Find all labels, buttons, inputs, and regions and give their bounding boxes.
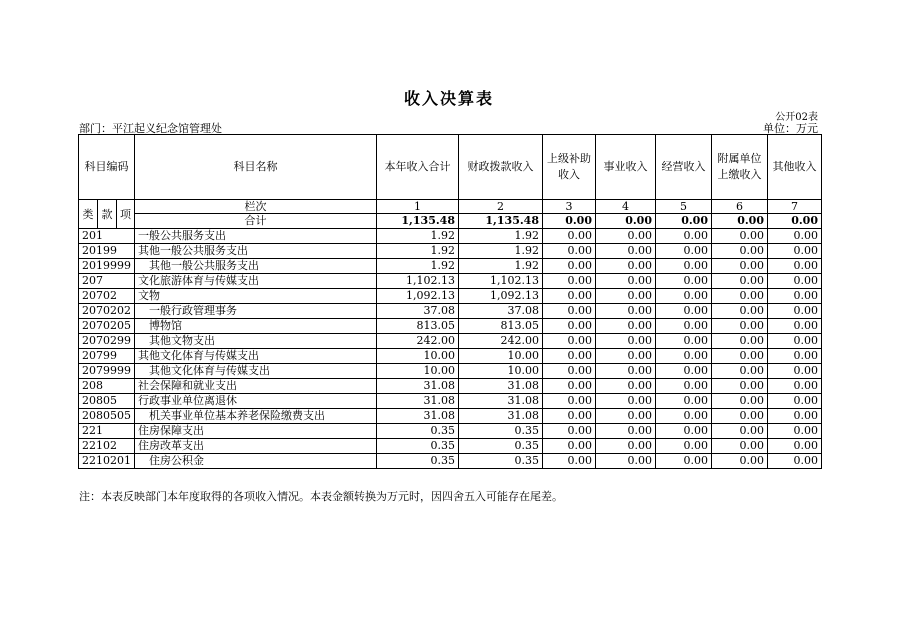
cell-value: 0.00 <box>768 379 822 394</box>
form-number: 公开02表 <box>775 112 818 123</box>
cell-value: 0.35 <box>377 439 459 454</box>
footnote: 注：本表反映部门本年度取得的各项收入情况。本表金额转换为万元时，因四舍五入可能存在尾差。 <box>79 490 563 503</box>
cell-value: 0.00 <box>712 319 768 334</box>
subject-name: 一般公共服务支出 <box>135 229 377 244</box>
header-kuan: 款 <box>98 200 117 229</box>
column-number: 2 <box>459 200 543 214</box>
cell-value: 0.00 <box>768 274 822 289</box>
cell-value: 1.92 <box>459 229 543 244</box>
subject-code: 201 <box>79 229 135 244</box>
cell-value: 0.00 <box>656 289 712 304</box>
header-col-2: 财政拨款收入 <box>459 135 543 200</box>
cell-value: 0.00 <box>768 259 822 274</box>
subject-name: 机关事业单位基本养老保险缴费支出 <box>135 409 377 424</box>
column-number: 6 <box>712 200 768 214</box>
subject-name: 文物 <box>135 289 377 304</box>
subject-code: 2079999 <box>79 364 135 379</box>
cell-value: 1,102.13 <box>377 274 459 289</box>
subject-name: 行政事业单位离退休 <box>135 394 377 409</box>
cell-value: 1,102.13 <box>459 274 543 289</box>
cell-value: 0.00 <box>712 379 768 394</box>
subject-code: 20805 <box>79 394 135 409</box>
cell-value: 0.00 <box>543 319 596 334</box>
cell-value: 0.00 <box>543 364 596 379</box>
cell-value: 0.00 <box>596 349 656 364</box>
table-row <box>79 229 822 244</box>
cell-value: 0.00 <box>543 454 596 469</box>
cell-value: 242.00 <box>459 334 543 349</box>
subject-code: 2210201 <box>79 454 135 469</box>
subject-code: 207 <box>79 274 135 289</box>
cell-value: 0.00 <box>712 349 768 364</box>
cell-value: 1,092.13 <box>459 289 543 304</box>
cell-value: 0.00 <box>656 334 712 349</box>
column-number: 7 <box>768 200 822 214</box>
cell-value: 0.00 <box>712 439 768 454</box>
cell-value: 0.00 <box>768 334 822 349</box>
cell-value: 0.00 <box>596 289 656 304</box>
table-row <box>79 454 822 469</box>
cell-value: 0.00 <box>596 259 656 274</box>
subject-name: 其他文化体育与传媒支出 <box>135 364 377 379</box>
column-number: 5 <box>656 200 712 214</box>
cell-value: 0.00 <box>543 259 596 274</box>
cell-value: 31.08 <box>377 394 459 409</box>
cell-value: 0.00 <box>768 244 822 259</box>
cell-value: 0.00 <box>712 394 768 409</box>
table-row <box>79 289 822 304</box>
total-value: 0.00 <box>712 214 768 229</box>
subject-code: 208 <box>79 379 135 394</box>
cell-value: 0.00 <box>712 274 768 289</box>
column-number-row <box>79 200 822 214</box>
table-row <box>79 334 822 349</box>
cell-value: 0.00 <box>712 259 768 274</box>
cell-value: 0.00 <box>543 379 596 394</box>
cell-value: 31.08 <box>377 379 459 394</box>
cell-value: 0.35 <box>459 439 543 454</box>
column-number: 4 <box>596 200 656 214</box>
cell-value: 0.00 <box>656 244 712 259</box>
table-row <box>79 259 822 274</box>
cell-value: 0.00 <box>596 439 656 454</box>
cell-value: 0.00 <box>768 454 822 469</box>
cell-value: 0.00 <box>656 259 712 274</box>
cell-value: 10.00 <box>377 364 459 379</box>
table-row <box>79 364 822 379</box>
table-row <box>79 304 822 319</box>
cell-value: 10.00 <box>459 364 543 379</box>
cell-value: 0.00 <box>596 424 656 439</box>
cell-value: 0.00 <box>712 304 768 319</box>
header-col-5: 经营收入 <box>656 135 712 200</box>
cell-value: 0.00 <box>596 409 656 424</box>
cell-value: 0.00 <box>656 349 712 364</box>
cell-value: 0.00 <box>543 304 596 319</box>
cell-value: 0.00 <box>596 379 656 394</box>
cell-value: 0.00 <box>768 319 822 334</box>
cell-value: 1.92 <box>377 244 459 259</box>
subject-name: 其他一般公共服务支出 <box>135 244 377 259</box>
cell-value: 0.00 <box>768 289 822 304</box>
table-row <box>79 244 822 259</box>
cell-value: 0.00 <box>596 304 656 319</box>
cell-value: 0.00 <box>768 424 822 439</box>
cell-value: 0.00 <box>656 364 712 379</box>
cell-value: 0.00 <box>543 424 596 439</box>
subject-name: 博物馆 <box>135 319 377 334</box>
cell-value: 0.00 <box>656 379 712 394</box>
page-title: 收入决算表 <box>403 89 494 108</box>
subject-name: 住房保障支出 <box>135 424 377 439</box>
header-row <box>79 135 822 200</box>
subject-code: 22102 <box>79 439 135 454</box>
cell-value: 0.35 <box>377 424 459 439</box>
subject-name: 住房公积金 <box>135 454 377 469</box>
cell-value: 0.00 <box>656 409 712 424</box>
cell-value: 0.00 <box>543 244 596 259</box>
cell-value: 37.08 <box>377 304 459 319</box>
cell-value: 813.05 <box>459 319 543 334</box>
total-value: 1,135.48 <box>377 214 459 229</box>
cell-value: 0.00 <box>596 274 656 289</box>
cell-value: 0.00 <box>543 274 596 289</box>
cell-value: 0.00 <box>768 394 822 409</box>
cell-value: 0.00 <box>596 319 656 334</box>
cell-value: 31.08 <box>377 409 459 424</box>
table-row <box>79 394 822 409</box>
cell-value: 1.92 <box>377 259 459 274</box>
total-value: 1,135.48 <box>459 214 543 229</box>
cell-value: 0.00 <box>712 289 768 304</box>
cell-value: 0.35 <box>459 424 543 439</box>
header-name: 科目名称 <box>135 135 377 200</box>
subject-name: 一般行政管理事务 <box>135 304 377 319</box>
cell-value: 31.08 <box>459 409 543 424</box>
cell-value: 0.00 <box>656 319 712 334</box>
subject-code: 20799 <box>79 349 135 364</box>
cell-value: 0.00 <box>543 334 596 349</box>
cell-value: 1.92 <box>459 244 543 259</box>
table-row <box>79 379 822 394</box>
total-value: 0.00 <box>768 214 822 229</box>
cell-value: 0.00 <box>543 289 596 304</box>
cell-value: 10.00 <box>377 349 459 364</box>
subject-name: 其他文化体育与传媒支出 <box>135 349 377 364</box>
department-label: 部门：平江起义纪念馆管理处 <box>79 122 222 135</box>
cell-value: 0.00 <box>712 229 768 244</box>
cell-value: 0.00 <box>768 439 822 454</box>
header-code: 科目编码 <box>79 135 135 200</box>
subject-code: 20702 <box>79 289 135 304</box>
subject-code: 2070205 <box>79 319 135 334</box>
cell-value: 37.08 <box>459 304 543 319</box>
header-xiang: 项 <box>117 200 135 229</box>
cell-value: 0.00 <box>656 424 712 439</box>
cell-value: 0.00 <box>712 409 768 424</box>
cell-value: 0.00 <box>543 409 596 424</box>
cell-value: 0.00 <box>712 424 768 439</box>
cell-value: 0.00 <box>543 349 596 364</box>
cell-value: 31.08 <box>459 379 543 394</box>
table-row <box>79 424 822 439</box>
column-number-label: 栏次 <box>135 200 377 214</box>
cell-value: 0.35 <box>459 454 543 469</box>
cell-value: 0.00 <box>596 394 656 409</box>
cell-value: 0.00 <box>656 439 712 454</box>
cell-value: 0.00 <box>712 334 768 349</box>
total-row <box>79 214 822 229</box>
cell-value: 0.00 <box>712 244 768 259</box>
cell-value: 0.00 <box>543 229 596 244</box>
subject-code: 20199 <box>79 244 135 259</box>
cell-value: 0.00 <box>712 454 768 469</box>
cell-value: 0.00 <box>543 394 596 409</box>
subject-name: 其他文物支出 <box>135 334 377 349</box>
total-value: 0.00 <box>543 214 596 229</box>
cell-value: 0.00 <box>712 364 768 379</box>
cell-value: 0.00 <box>768 364 822 379</box>
cell-value: 0.00 <box>543 439 596 454</box>
cell-value: 1.92 <box>377 229 459 244</box>
cell-value: 1.92 <box>459 259 543 274</box>
total-value: 0.00 <box>656 214 712 229</box>
cell-value: 0.00 <box>596 244 656 259</box>
header-lei: 类 <box>79 200 98 229</box>
header-col-1: 本年收入合计 <box>377 135 459 200</box>
subject-name: 其他一般公共服务支出 <box>135 259 377 274</box>
subject-code: 2080505 <box>79 409 135 424</box>
cell-value: 0.00 <box>596 229 656 244</box>
cell-value: 0.35 <box>377 454 459 469</box>
subject-name: 文化旅游体育与传媒支出 <box>135 274 377 289</box>
cell-value: 0.00 <box>768 229 822 244</box>
cell-value: 0.00 <box>768 349 822 364</box>
cell-value: 242.00 <box>377 334 459 349</box>
table-row <box>79 349 822 364</box>
cell-value: 0.00 <box>656 274 712 289</box>
cell-value: 0.00 <box>656 229 712 244</box>
table-row <box>79 319 822 334</box>
header-col-3: 上级补助收入 <box>543 135 596 200</box>
cell-value: 31.08 <box>459 394 543 409</box>
cell-value: 10.00 <box>459 349 543 364</box>
cell-value: 813.05 <box>377 319 459 334</box>
total-label: 合计 <box>135 214 377 229</box>
subject-code: 221 <box>79 424 135 439</box>
header-col-4: 事业收入 <box>596 135 656 200</box>
subject-code: 2019999 <box>79 259 135 274</box>
subject-name: 社会保障和就业支出 <box>135 379 377 394</box>
cell-value: 0.00 <box>656 454 712 469</box>
cell-value: 0.00 <box>656 304 712 319</box>
cell-value: 0.00 <box>768 304 822 319</box>
unit-label: 单位：万元 <box>763 122 818 135</box>
column-number: 3 <box>543 200 596 214</box>
cell-value: 0.00 <box>596 364 656 379</box>
cell-value: 0.00 <box>596 454 656 469</box>
total-value: 0.00 <box>596 214 656 229</box>
table-row <box>79 439 822 454</box>
subject-name: 住房改革支出 <box>135 439 377 454</box>
cell-value: 1,092.13 <box>377 289 459 304</box>
column-number: 1 <box>377 200 459 214</box>
table-row <box>79 409 822 424</box>
header-col-7: 其他收入 <box>768 135 822 200</box>
subject-code: 2070299 <box>79 334 135 349</box>
cell-value: 0.00 <box>768 409 822 424</box>
cell-value: 0.00 <box>656 394 712 409</box>
cell-value: 0.00 <box>596 334 656 349</box>
subject-code: 2070202 <box>79 304 135 319</box>
header-col-6: 附属单位上缴收入 <box>712 135 768 200</box>
income-table <box>78 134 822 469</box>
table-row <box>79 274 822 289</box>
